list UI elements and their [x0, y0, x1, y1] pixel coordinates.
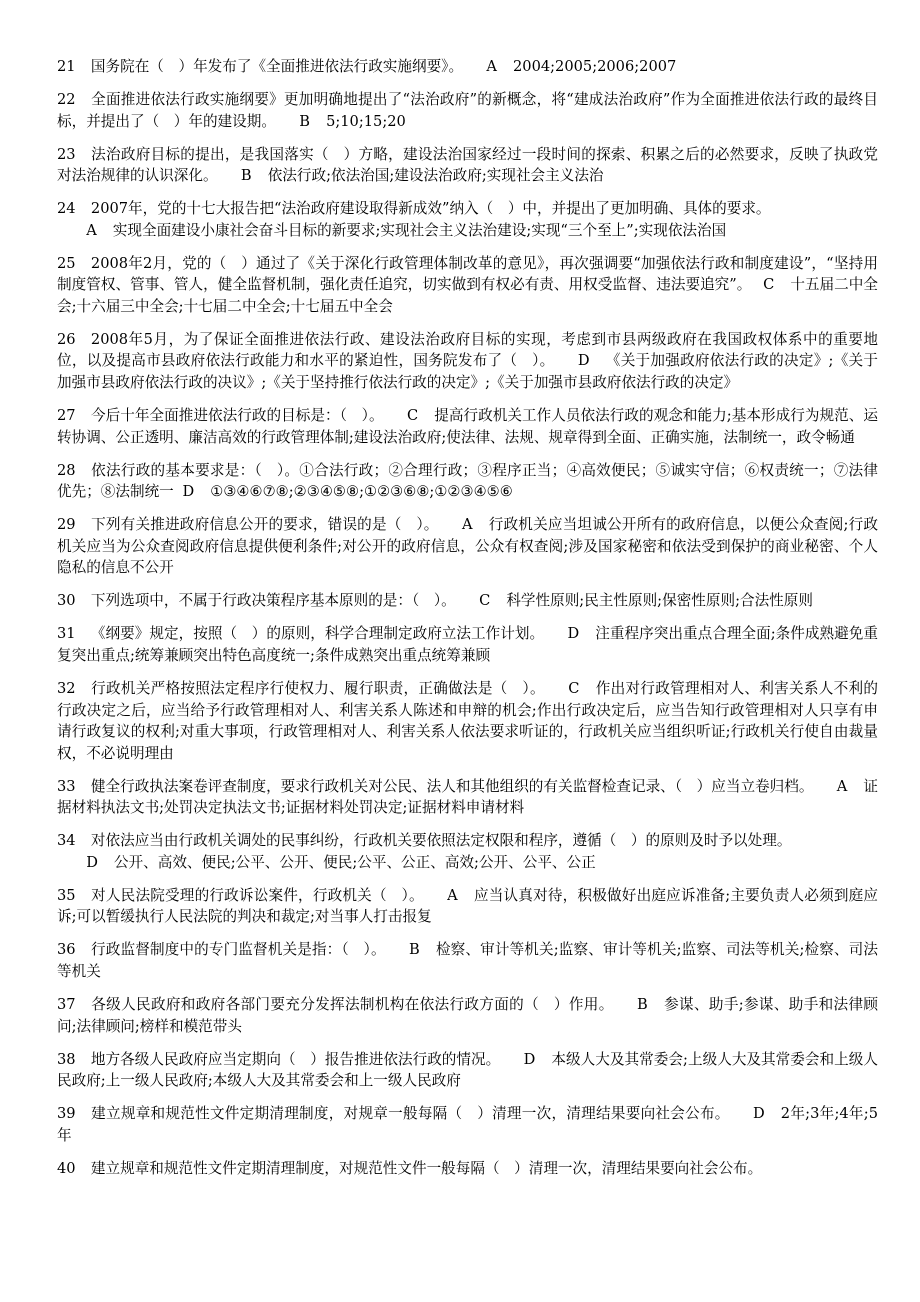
question-39	[57, 1103, 878, 1146]
question-number: 31	[57, 625, 76, 643]
question-29	[57, 514, 878, 579]
question-28	[57, 460, 878, 503]
question-number: 25	[57, 254, 76, 272]
question-21	[57, 56, 878, 78]
answer-options: 检察、审计等机关;监察、审计等机关;监察、司法等机关;检察、司法等机关	[57, 941, 878, 981]
question-number: 30	[57, 592, 76, 610]
answer-key: C	[479, 592, 491, 610]
question-32	[57, 678, 878, 764]
answer-key: B	[240, 167, 252, 185]
answer-options: ①③④⑥⑦⑧;②③④⑤⑧;①②③⑥⑧;①②③④⑤⑥	[210, 483, 513, 501]
question-text: 各级人民政府和政府各部门要充分发挥法制机构在依法行政方面的（ ）作用。	[90, 996, 614, 1014]
question-number: 33	[57, 777, 76, 795]
answer-key: D	[182, 483, 195, 501]
answer-key: B	[637, 996, 648, 1014]
question-text: 今后十年全面推进依法行政的目标是：（ ）。	[90, 407, 384, 425]
question-text: 国务院在（ ）年发布了《全面推进依法行政实施纲要》。	[90, 58, 464, 75]
question-text: 下列选项中，不属于行政决策程序基本原则的是：（ ）。	[90, 592, 456, 610]
answer-options: 实现全面建设小康社会奋斗目标的新要求;实现社会主义法治建设;实现“三个至上”;实现依法治国	[112, 221, 727, 239]
answer-key: D	[577, 352, 590, 370]
answer-key: C	[568, 679, 580, 697]
answer-key: D	[753, 1105, 765, 1123]
question-text: 建立规章和规范性文件定期清理制度，对规范性文件一般每隔（ ）清理一次，清理结果要向社会公布。	[90, 1159, 763, 1177]
question-34	[57, 830, 878, 873]
answer-options: 《关于加强政府依法行政的决定》;《关于加强市县政府依法行政的决议》;《关于坚持推行依法行政的决定》;《关于加强市县政府依法行政的决定》	[57, 352, 879, 392]
answer-options: 依法行政;依法治国;建设法治政府;实现社会主义法治	[267, 167, 604, 185]
question-text: 2007年，党的十七大报告把“法治政府建设取得新成效”纳入（ ）中，并提出了更加明确、具体的要求。	[90, 200, 771, 218]
answer-key: D	[523, 1050, 536, 1068]
answer-options: 十五届二中全会;十六届三中全会;十七届二中全会;十七届五中全会	[57, 276, 878, 315]
question-text: 2008年5月，为了保证全面推进依法行政、建设法治政府目标的实现，考虑到市县两级政府在我国政权体系中的重要地位，以及提高市县政府依法行政能力和水平的紧迫性，国务院发布了（ ）。	[57, 330, 878, 370]
answer-options: 2004;2005;2006;2007	[513, 58, 677, 75]
question-number: 27	[57, 407, 76, 425]
question-text: 法治政府目标的提出，是我国落实（ ）方略，建设法治国家经过一段时间的探索、积累之后的必然要求，反映了执政党对法治规律的认识深化。	[57, 145, 878, 185]
question-number: 37	[57, 996, 76, 1014]
answer-key: B	[299, 112, 311, 130]
question-text: 行政机关严格按照法定程序行使权力、履行职责，正确做法是（ ）。	[90, 679, 545, 697]
question-number: 21	[57, 58, 76, 75]
question-23	[57, 144, 878, 187]
question-number: 26	[57, 330, 76, 348]
question-text: 下列有关推进政府信息公开的要求，错误的是（ ）。	[90, 516, 439, 534]
answer-key: D	[86, 853, 98, 871]
question-38	[57, 1049, 878, 1092]
question-text: 行政监督制度中的专门监督机关是指：（ ）。	[90, 941, 386, 959]
question-number: 24	[57, 200, 76, 218]
answer-options: 2年;3年;4年;5年	[57, 1105, 878, 1144]
answer-options: 科学性原则;民主性原则;保密性原则;合法性原则	[506, 592, 813, 610]
answer-options: 公开、高效、便民;公平、公开、便民;公平、公正、高效;公开、公平、公正	[113, 853, 596, 871]
answer-options: 证据材料执法文书;处罚决定执法文书;证据材料处罚决定;证据材料申请材料	[57, 777, 878, 817]
answer-options: 参谋、助手;参谋、助手和法律顾问;法律顾问;榜样和模范带头	[57, 996, 878, 1035]
question-37	[57, 994, 878, 1037]
answer-options: 5;10;15;20	[326, 112, 406, 130]
question-text: 对依法应当由行政机关调处的民事纠纷，行政机关要依照法定权限和程序，遵循（ ）的原则及时予以处理。	[90, 832, 792, 850]
question-26	[57, 329, 878, 394]
question-number: 35	[57, 886, 76, 904]
question-30	[57, 590, 878, 612]
question-33	[57, 776, 878, 819]
question-text: 健全行政执法案卷评查制度，要求行政机关对公民、法人和其他组织的有关监督检查记录、（ ）应当立卷归档。	[90, 777, 814, 795]
question-text: 《纲要》规定，按照（ ）的原则，科学合理制定政府立法工作计划。	[90, 625, 545, 643]
question-number: 23	[57, 145, 76, 163]
answer-options: 作出对行政管理相对人、利害关系人不利的行政决定之后，应当给予行政管理相对人、利害关系人陈述和申辩的机会;作出行政决定后，应当告知行政管理相对人只享有申请行政复议的权利;对重大事项，行政管理相对人、利害关系人依法要求听证的，行政机关应当组织听证;行政机关行使自由裁量权，不必说明理由	[57, 679, 878, 762]
question-number: 29	[57, 516, 76, 534]
answer-key: D	[567, 625, 580, 643]
question-36	[57, 939, 878, 982]
question-number: 32	[57, 679, 76, 697]
question-text: 地方各级人民政府应当定期向（ ）报告推进依法行政的情况。	[90, 1050, 501, 1068]
question-text: 建立规章和规范性文件定期清理制度，对规章一般每隔（ ）清理一次，清理结果要向社会公布。	[90, 1105, 730, 1123]
question-25	[57, 253, 878, 318]
answer-options: 注重程序突出重点合理全面;条件成熟避免重复突出重点;统筹兼顾突出特色高度统一;条件成熟突出重点统筹兼顾	[57, 625, 878, 664]
question-22	[57, 89, 878, 132]
question-24	[57, 198, 878, 241]
answer-key: A	[447, 886, 458, 904]
question-text: 对人民法院受理的行政诉讼案件，行政机关（ ）。	[90, 886, 424, 904]
question-number: 22	[57, 90, 76, 108]
question-number: 34	[57, 832, 76, 850]
answer-key: A	[486, 58, 497, 75]
question-40	[57, 1158, 878, 1180]
question-number: 28	[57, 461, 76, 479]
answer-key: A	[836, 777, 848, 795]
answer-options: 行政机关应当坦诚公开所有的政府信息，以便公众查阅;行政机关应当为公众查阅政府信息提供便利条件;对公开的政府信息，公众有权查阅;涉及国家秘密和依法受到保护的商业秘密、个人隐私的信息不公开	[57, 516, 879, 577]
question-text: 依法行政的基本要求是：（ ）。①合法行政；②合理行政；③程序正当；④高效便民；⑤诚实守信；⑥权责统一；⑦法律优先；⑧法制统一	[57, 461, 878, 501]
answer-key: A	[86, 221, 97, 239]
question-text: 全面推进依法行政实施纲要》更加明确地提出了“法治政府”的新概念，将“建成法治政府”作为全面推进依法行政的最终目标，并提出了（ ）年的建设期。	[57, 90, 878, 130]
answer-options: 提高行政机关工作人员依法行政的观念和能力;基本形成行为规范、运转协调、公正透明、廉洁高效的行政管理体制;建设法治政府;使法律、法规、规章得到全面、正确实施，法制统一，政令畅通	[57, 407, 879, 446]
answer-key: A	[461, 516, 473, 534]
answer-key: B	[409, 941, 420, 959]
question-number: 39	[57, 1105, 76, 1123]
question-text: 2008年2月，党的（ ）通过了《关于深化行政管理体制改革的意见》，再次强调要“加强依法行政和制度建设”，“坚持用制度管权、管事、管人，健全监督机制，强化责任追究，切实做到有权必有责、用权受监督、违法要追究”。	[57, 254, 878, 294]
question-27	[57, 405, 878, 448]
question-number: 36	[57, 941, 76, 959]
question-35	[57, 885, 878, 928]
question-number: 38	[57, 1050, 76, 1068]
answer-key: C	[763, 276, 775, 294]
answer-options: 应当认真对待，积极做好出庭应诉准备;主要负责人必须到庭应诉;可以暂缓执行人民法院的判决和裁定;对当事人打击报复	[57, 886, 879, 926]
question-number: 40	[57, 1159, 76, 1177]
question-31	[57, 623, 878, 666]
answer-options: 本级人大及其常委会;上级人大及其常委会和上级人民政府;上一级人民政府;本级人大及其常委会和上一级人民政府	[57, 1050, 878, 1090]
answer-key: C	[406, 407, 419, 425]
